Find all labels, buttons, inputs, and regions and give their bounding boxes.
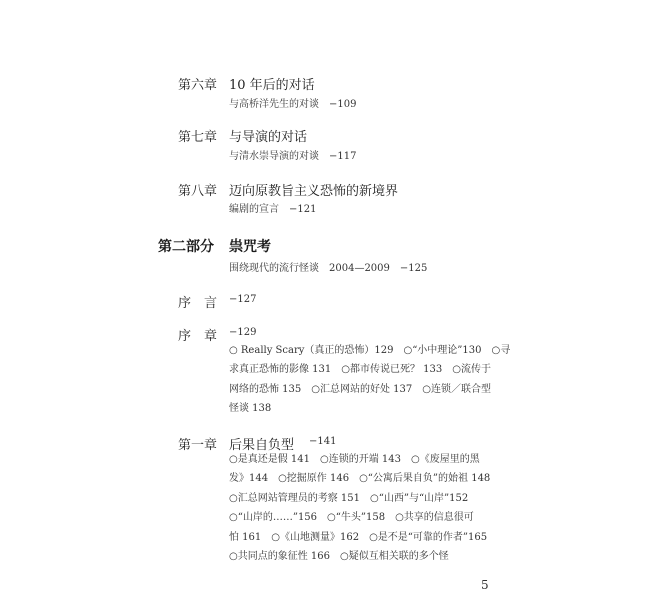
- list-item: ○汇总网站管理员的考察 151 ○“山西”与“山岸”152: [229, 492, 469, 504]
- chapter-7-label: 第七章: [178, 130, 218, 145]
- list-item: 网络的恐怖 135 ○汇总网站的好处 137 ○连锁／联合型: [229, 383, 491, 395]
- prologue-section-list: [229, 341, 510, 419]
- chapter-8-subtitle: 编剧的宣言 −121: [229, 204, 317, 215]
- chapter-1-section-list: [229, 450, 490, 566]
- chapter-1-label: 第一章: [178, 438, 218, 453]
- preface-page: −127: [229, 294, 257, 305]
- chapter-7-subtitle: 与清水崇导演的对谈 −117: [229, 151, 357, 162]
- prologue-page: −129: [229, 327, 257, 338]
- chapter-6-title: 10 年后的对话: [229, 78, 315, 93]
- list-item: 发》144 ○挖掘原作 146 ○“公寓后果自负”的始祖 148: [229, 473, 491, 485]
- list-item: ○共同点的象征性 166 ○疑似互相关联的多个怪: [229, 550, 449, 562]
- preface-label: 序 言: [178, 296, 218, 311]
- chapter-1-page: −141: [309, 436, 337, 447]
- list-item: 求真正恐怖的影像 131 ○都市传说已死？ 133 ○流传于: [229, 364, 491, 376]
- page-number: 5: [481, 578, 489, 592]
- chapter-6-subtitle: 与高桥洋先生的对谈 −109: [229, 99, 357, 110]
- part-2-subtitle: 围绕现代的流行怪谈 2004—2009 −125: [229, 263, 428, 274]
- chapter-1-title: 后果自负型: [229, 438, 295, 453]
- chapter-8-title: 迈向原教旨主义恐怖的新境界: [229, 184, 399, 199]
- list-item: ○“山岸的……”156 ○“牛头”158 ○共享的信息很可: [229, 512, 474, 524]
- chapter-6-label: 第六章: [178, 78, 218, 93]
- chapter-7-title: 与导演的对话: [229, 130, 308, 145]
- chapter-8-label: 第八章: [178, 184, 218, 199]
- part-2-title: 祟咒考: [229, 239, 271, 255]
- list-item: 怕 161 ○《山地测量》162 ○是不是“可靠的作者”165: [229, 531, 488, 543]
- list-item: ○是真还是假 141 ○连锁的开端 143 ○《废屋里的黑: [229, 454, 480, 465]
- part-2-label: 第二部分: [158, 239, 214, 255]
- prologue-label: 序 章: [178, 329, 218, 344]
- list-item: 怪谈 138: [229, 403, 272, 415]
- list-item: ○ Really Scary（真正的恐怖）129 ○“小中理论”130 ○寻: [229, 345, 511, 356]
